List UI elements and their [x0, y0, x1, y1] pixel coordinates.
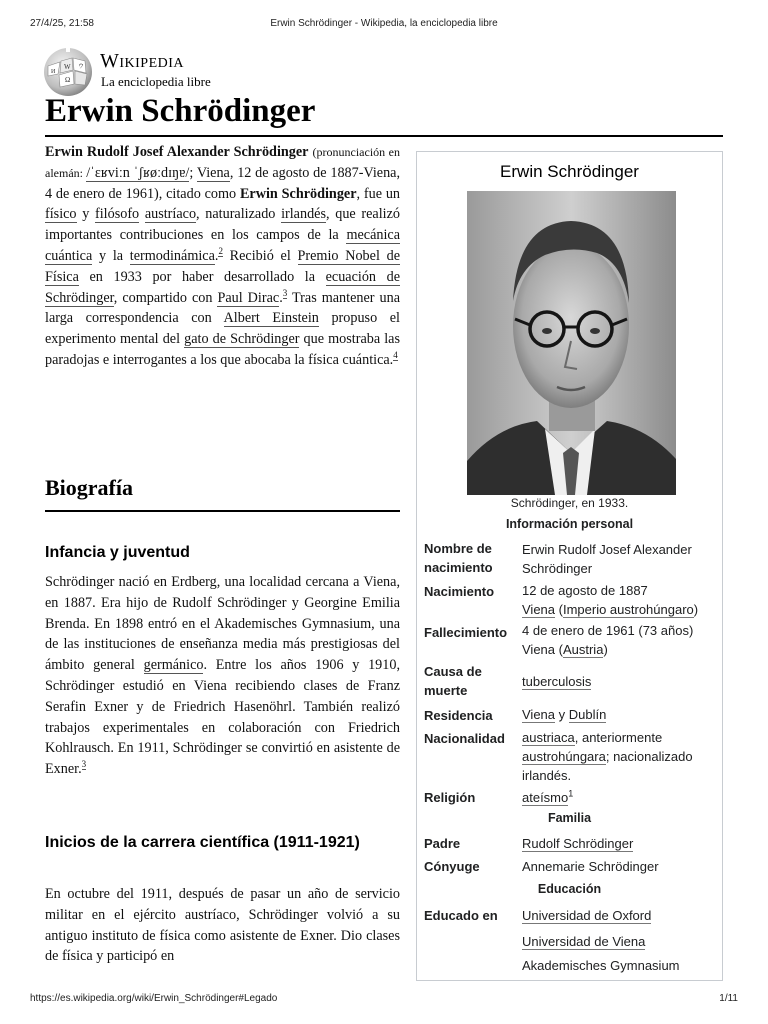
value-causa [522, 672, 717, 691]
infobox [416, 151, 723, 981]
subsection-heading-inicios: Inicios de la carrera científica (1911-1921) [45, 834, 360, 851]
print-page-number: 1/11 [719, 993, 738, 1004]
nacimiento-country-link[interactable]: Imperio austrohúngaro [562, 602, 694, 617]
nacimiento-date: 12 de agosto de 1887 [522, 583, 648, 598]
intro-paragraph: Erwin Rudolf Josef Alexander Schrödinger (pronunciación en alemán: /ˈɛʁviːn ˈʃʁøːdɪŋɐ/; Viena, 12 de agosto de 1887-Viena, 4 de enero de 1961), citado como Erwin Schrödinger, fue un físico y filósofo austríaco, naturalizado irlandés, que realizó importantes contribuciones en los campos de la mecánica cuántica y la termodinámica.$^2$ Recibió el Premio Nobel de Física en 1933 por haber desarrollado la ecuación de Schrödinger, compartido con Paul Dirac.$^3$ Tras mantener una larga correspondencia con Albert Einstein propuso el experimento mental del gato de Schrödinger que mostraba las paradojas e interrogantes a los que abocaba la física cuántica.$^4$ [45, 144, 401, 368]
label-conyuge: Cónyuge [424, 859, 480, 874]
short-name: Erwin Schrödinger [239, 185, 357, 202]
value-nacionalidad: austriaca, anteriormente austrohúngara; nacionalizado irlandés. [522, 730, 693, 783]
wikipedia-wordmark[interactable]: Wikipedia [100, 50, 185, 72]
value-fallecimiento: 4 de enero de 1961 (73 años) Viena (Austria) [522, 623, 694, 657]
fallecimiento-date: 4 de enero de 1961 (73 años) [522, 623, 694, 638]
infobox-section-personal: Información personal [505, 517, 634, 531]
portrait-photo[interactable] [467, 191, 676, 495]
value-educado-2 [522, 932, 717, 951]
tuberculosis-link[interactable]: tuberculosis [522, 674, 592, 689]
subsection-heading-infancia: Infancia y juventud [45, 544, 190, 561]
label-nacimiento: Nacimiento [424, 584, 495, 599]
value-conyuge: Annemarie Schrödinger [522, 859, 659, 874]
value-nacimiento: 12 de agosto de 1887 Viena (Imperio austrohúngaro) [522, 583, 699, 617]
label-residencia: Residencia [424, 708, 493, 723]
svg-text:Ω: Ω [65, 76, 71, 84]
univ-viena-link[interactable]: Universidad de Viena [522, 934, 646, 949]
value-educado-1 [522, 906, 717, 925]
filosofo-link[interactable]: filósofo [95, 206, 140, 223]
gato-link[interactable]: gato de Schrödinger [184, 331, 300, 348]
padre-link[interactable]: Rudolf Schrödinger [522, 836, 634, 851]
irlandes-link[interactable]: irlandés [281, 206, 326, 223]
inicios-paragraph: En octubre del 1911, después de pasar un año de servicio militar en el ejército austríaco, Schrödinger volvió a su antiguo instituto de física como asistente de Exner. Dio clases de física y participó en [45, 886, 400, 965]
infobox-title: Erwin Schrödinger [500, 162, 639, 181]
mecanica-cuantica-link[interactable]: mecánica cuántica [45, 227, 400, 264]
nacimiento-city-link[interactable]: Viena [522, 602, 556, 617]
termodinamica-link[interactable]: termodinámica [129, 247, 215, 264]
infobox-section-educacion: Educación [537, 882, 602, 896]
austrohungara-link[interactable]: austrohúngara [522, 749, 606, 764]
label-educado: Educado en [424, 908, 498, 923]
reference-1[interactable]: 1 [568, 788, 574, 799]
full-name: Erwin Rudolf Josef Alexander Schrödinger [45, 144, 309, 160]
value-religion [522, 788, 717, 807]
einstein-link[interactable]: Albert Einstein [223, 310, 319, 327]
inicios-section [45, 884, 400, 967]
infancia-section [45, 572, 400, 780]
print-datetime: 27/4/25, 21:58 [30, 18, 94, 29]
value-residencia: Viena y Dublín [522, 707, 607, 722]
viena-link[interactable]: Viena [196, 164, 230, 181]
ipa-link[interactable]: /ˈɛʁviːn ˈʃʁøːdɪŋɐ/ [86, 164, 190, 181]
wikipedia-tagline: La enciclopedia libre [101, 74, 211, 89]
label-padre: Padre [424, 836, 461, 851]
label-nombre: Nombre de nacimiento [424, 541, 493, 575]
label-fallecimiento: Fallecimiento [424, 625, 508, 640]
austriaca-link[interactable]: austriaca [522, 730, 575, 745]
intro-section [45, 142, 400, 371]
dirac-link[interactable]: Paul Dirac [217, 289, 280, 306]
nobel-link[interactable]: Premio Nobel de Física [45, 247, 401, 285]
fallecimiento-country-link[interactable]: Austria [562, 642, 604, 657]
germanico-link[interactable]: germánico [143, 657, 204, 674]
wikipedia-globe-logo[interactable] [42, 46, 94, 98]
value-educado-3: Akademisches Gymnasium [522, 958, 680, 973]
infobox-section-familia: Familia [547, 811, 592, 825]
value-padre [522, 834, 717, 853]
print-footer [30, 993, 738, 1007]
fisico-link[interactable]: físico [45, 206, 77, 223]
pronunciation-label: (pronunciación en alemán: [45, 145, 401, 180]
label-nacionalidad: Nacionalidad [424, 731, 505, 746]
photo-caption: Schrödinger, en 1933. [510, 496, 629, 510]
section-divider [45, 510, 400, 512]
reference-2[interactable]: 2 [218, 246, 223, 257]
svg-text:И: И [51, 69, 56, 75]
infancia-paragraph: Schrödinger nació en Erdberg, una localidad cercana a Viena, en 1887. Era hijo de Rudolf Schrödinger y Georgine Emilia Brenda. En 1898 entró en el Akademisches Gymnasium, una de las instituciones de enseñanza media más prestigiosas del ámbito general germánico. Entre los años 1906 y 1910, Schrödinger estudió en Viena recibiendo clases de Franz Serafin Exner y de Friedrich Hasenöhrl. También realizó trabajos experimentales en colaboración con Friedrich Kohlrausch. En 1911, Schrödinger se convirtió en asistente de Exner.$^3$ [45, 574, 400, 778]
value-nombre: Erwin Rudolf Josef Alexander Schrödinger [522, 542, 692, 576]
label-religion: Religión [424, 790, 476, 805]
label-causa: Causa de muerte [424, 664, 482, 698]
reference-3[interactable]: 3 [81, 759, 87, 770]
residencia-viena-link[interactable]: Viena [522, 707, 556, 722]
ateismo-link[interactable]: ateísmo [522, 790, 569, 805]
svg-text:ウ: ウ [78, 64, 85, 70]
print-doc-title: Erwin Schrödinger - Wikipedia, la enciclopedia libre [270, 18, 498, 29]
reference-4[interactable]: 4 [393, 350, 398, 361]
print-header [30, 18, 738, 32]
print-url[interactable]: https://es.wikipedia.org/wiki/Erwin_Schrödinger#Legado [30, 993, 278, 1004]
svg-text:W: W [64, 63, 71, 71]
austriaco-link[interactable]: austríaco [144, 206, 197, 223]
page-title: Erwin Schrödinger [45, 93, 316, 129]
title-divider [45, 135, 723, 137]
section-heading-biografia: Biografía [45, 475, 133, 500]
residencia-dublin-link[interactable]: Dublín [568, 707, 607, 722]
oxford-link[interactable]: Universidad de Oxford [522, 908, 652, 923]
fallecimiento-city: Viena [522, 642, 556, 657]
ecuacion-link[interactable]: ecuación de Schrödinger [45, 268, 400, 306]
reference-3[interactable]: 3 [282, 287, 288, 298]
